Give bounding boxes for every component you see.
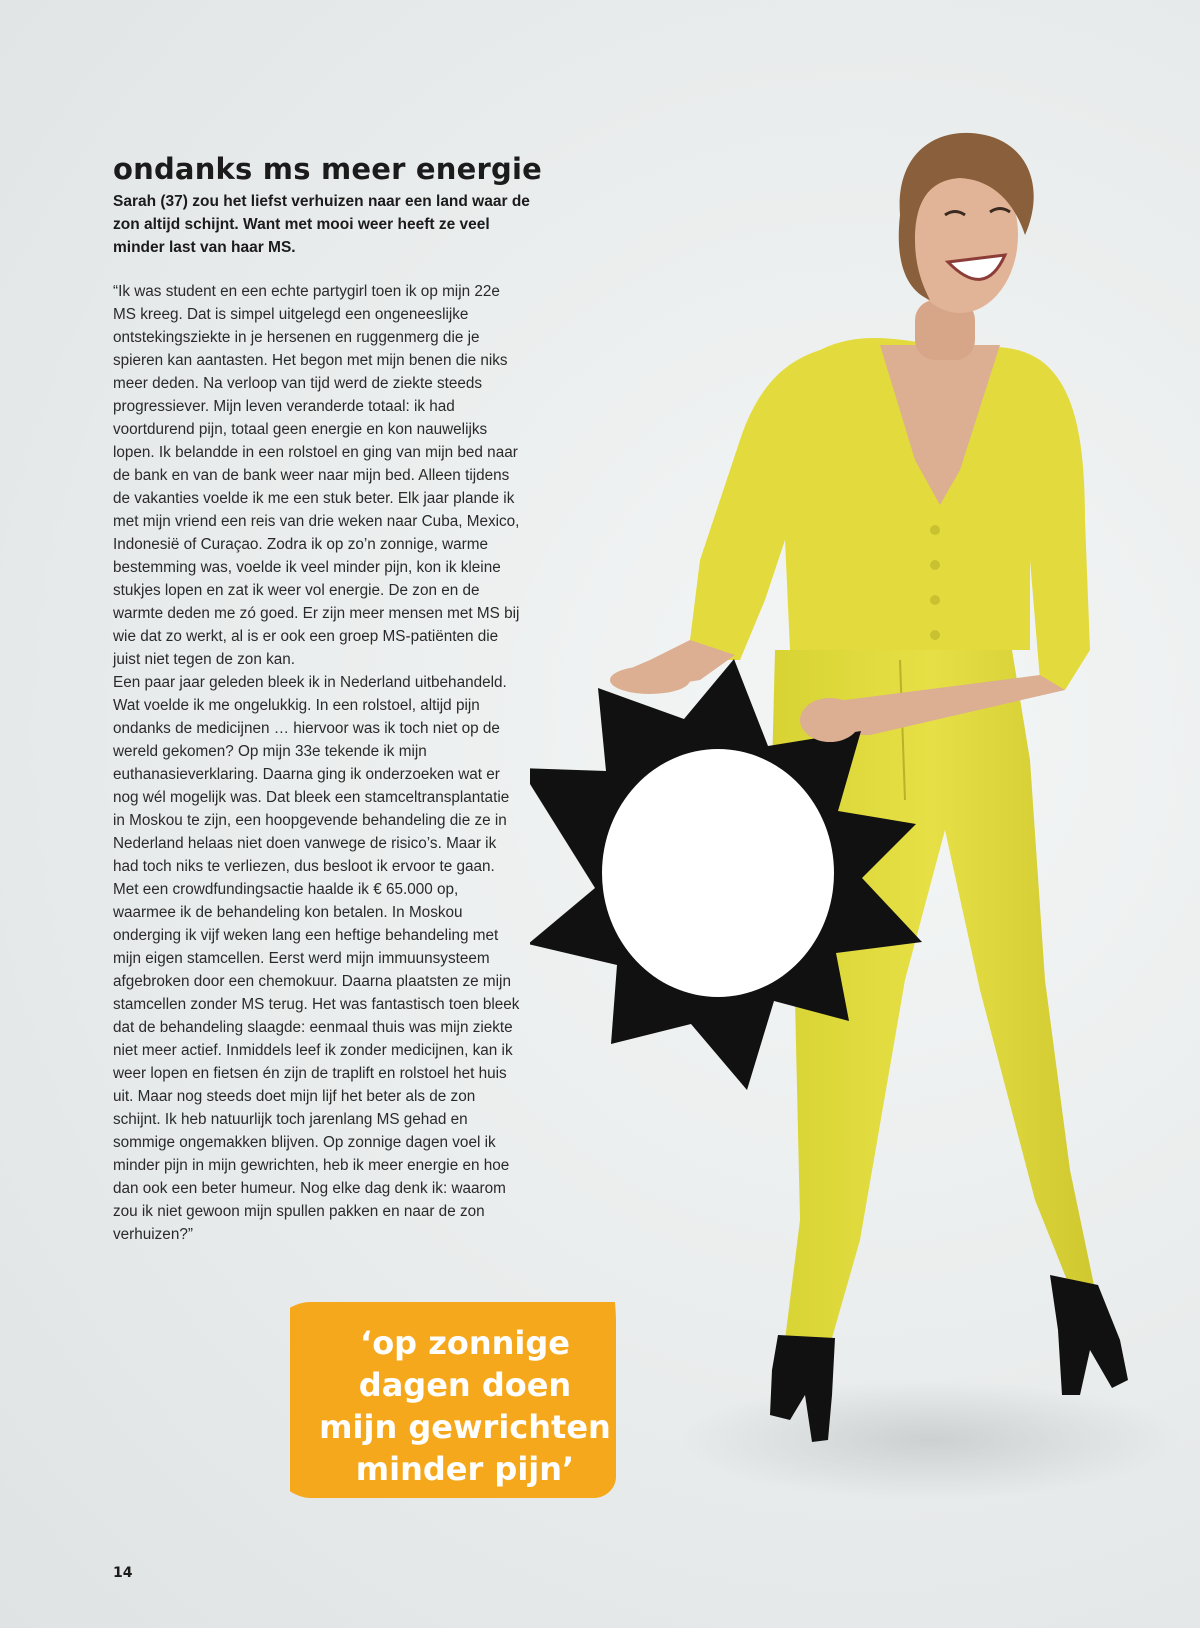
article-lead: Sarah (37) zou het liefst verhuizen naar een land waar de zon altijd schijnt. Want met mooi weer heeft ze veel minder last van haar MS. — [113, 193, 530, 256]
article-paragraph: “Ik was student en een echte partygirl toen ik op mijn 22e MS kreeg. Dat is simpel uitgelegd een ongeneeslijke ontstekingsziekte in je hersenen en ruggenmerg die je spieren kan aantasten. Het begon met mijn benen die niks meer deden. Na verloop van tijd werd de ziekte steeds progressiever. Mijn leven veranderde totaal: ik had voortdurend pijn, totaal geen energie en kon nauwelijks lopen. Ik belandde in een rolstoel en ging van mijn bed naar de bank en van de bank weer naar mijn bed. Alleen tijdens de vakanties voelde ik me een stuk beter. Elk jaar plande ik met mijn vriend een reis van drie weken naar Cuba, Mexico, Indonesië of Curaçao. Zodra ik op zo’n zonnige, warme bestemming was, voelde ik veel minder pijn, kon ik kleine stukjes lopen en zat ik weer vol energie. De zon en de warmte deden me zó goed. Er zijn meer mensen met MS bij wie dat zo werkt, al is er ook een groep MS-patiënten die juist niet tegen de zon kan. — [113, 283, 520, 668]
pull-quote-text — [290, 1322, 640, 1490]
right-shoe — [1050, 1275, 1128, 1395]
article-title: ondanks ms meer energie — [113, 152, 542, 186]
article-body — [113, 280, 523, 1246]
article-paragraph: Een paar jaar geleden bleek ik in Nederland uitbehandeld. Wat voelde ik me ongelukkig. In een rolstoel, altijd pijn ondanks de medicijnen … hiervoor was ik toch niet op de wereld gekomen? Op mijn 33e tekende ik mijn euthanasieverklaring. Daarna ging ik onderzoeken wat er nog wél mogelijk was. Dat bleek een stamceltransplantatie in Moskou te zijn, een hoopgevende behandeling die ze in Nederland helaas niet doen vanwege de risico’s. Maar ik had toch niks te verliezen, dus besloot ik ervoor te gaan. Met een crowdfundingsactie haalde ik € 65.000 op, waarmee ik de behandeling kon betalen. In Moskou onderging ik vijf weken lang een heftige behandeling met mijn eigen stamcellen. Eerst werd mijn immuunsysteem afgebroken door een chemokuur. Daarna plaatsten ze mijn stamcellen zonder MS terug. Het was fantastisch toen bleek dat de behandeling slaagde: eenmaal thuis was mijn ziekte niet meer actief. Inmiddels leef ik zonder medicijnen, kan ik weer lopen en fietsen én zijn de traplift en rolstoel het huis uit. Maar nog steeds doet mijn lijf het beter als de zon schijnt. Ik heb natuurlijk toch jarenlang MS gehad en sommige ongemakken blijven. Op zonnige dagen voel ik minder pijn in mijn gewrichten, heb ik meer energie en hoe dan ook een beter humeur. Nog elke dag denk ik: waarom zou ik niet gewoon mijn spullen pakken en naar de zon verhuizen?” — [113, 674, 520, 1243]
blouse-button — [930, 630, 940, 640]
left-hand — [610, 666, 690, 694]
quote-line: ‘op zonnige — [360, 1324, 570, 1362]
sun-disc — [602, 749, 834, 997]
pull-quote — [290, 1302, 640, 1582]
quote-line: minder pijn’ — [355, 1450, 575, 1488]
blouse-button — [930, 595, 940, 605]
blouse-button — [930, 560, 940, 570]
floor-shadow — [680, 1380, 1180, 1500]
right-hand — [800, 698, 860, 742]
quote-line: dagen doen — [358, 1366, 572, 1404]
blouse-button — [930, 525, 940, 535]
quote-line: mijn gewrichten — [319, 1408, 611, 1446]
page-number: 14 — [113, 1565, 133, 1581]
